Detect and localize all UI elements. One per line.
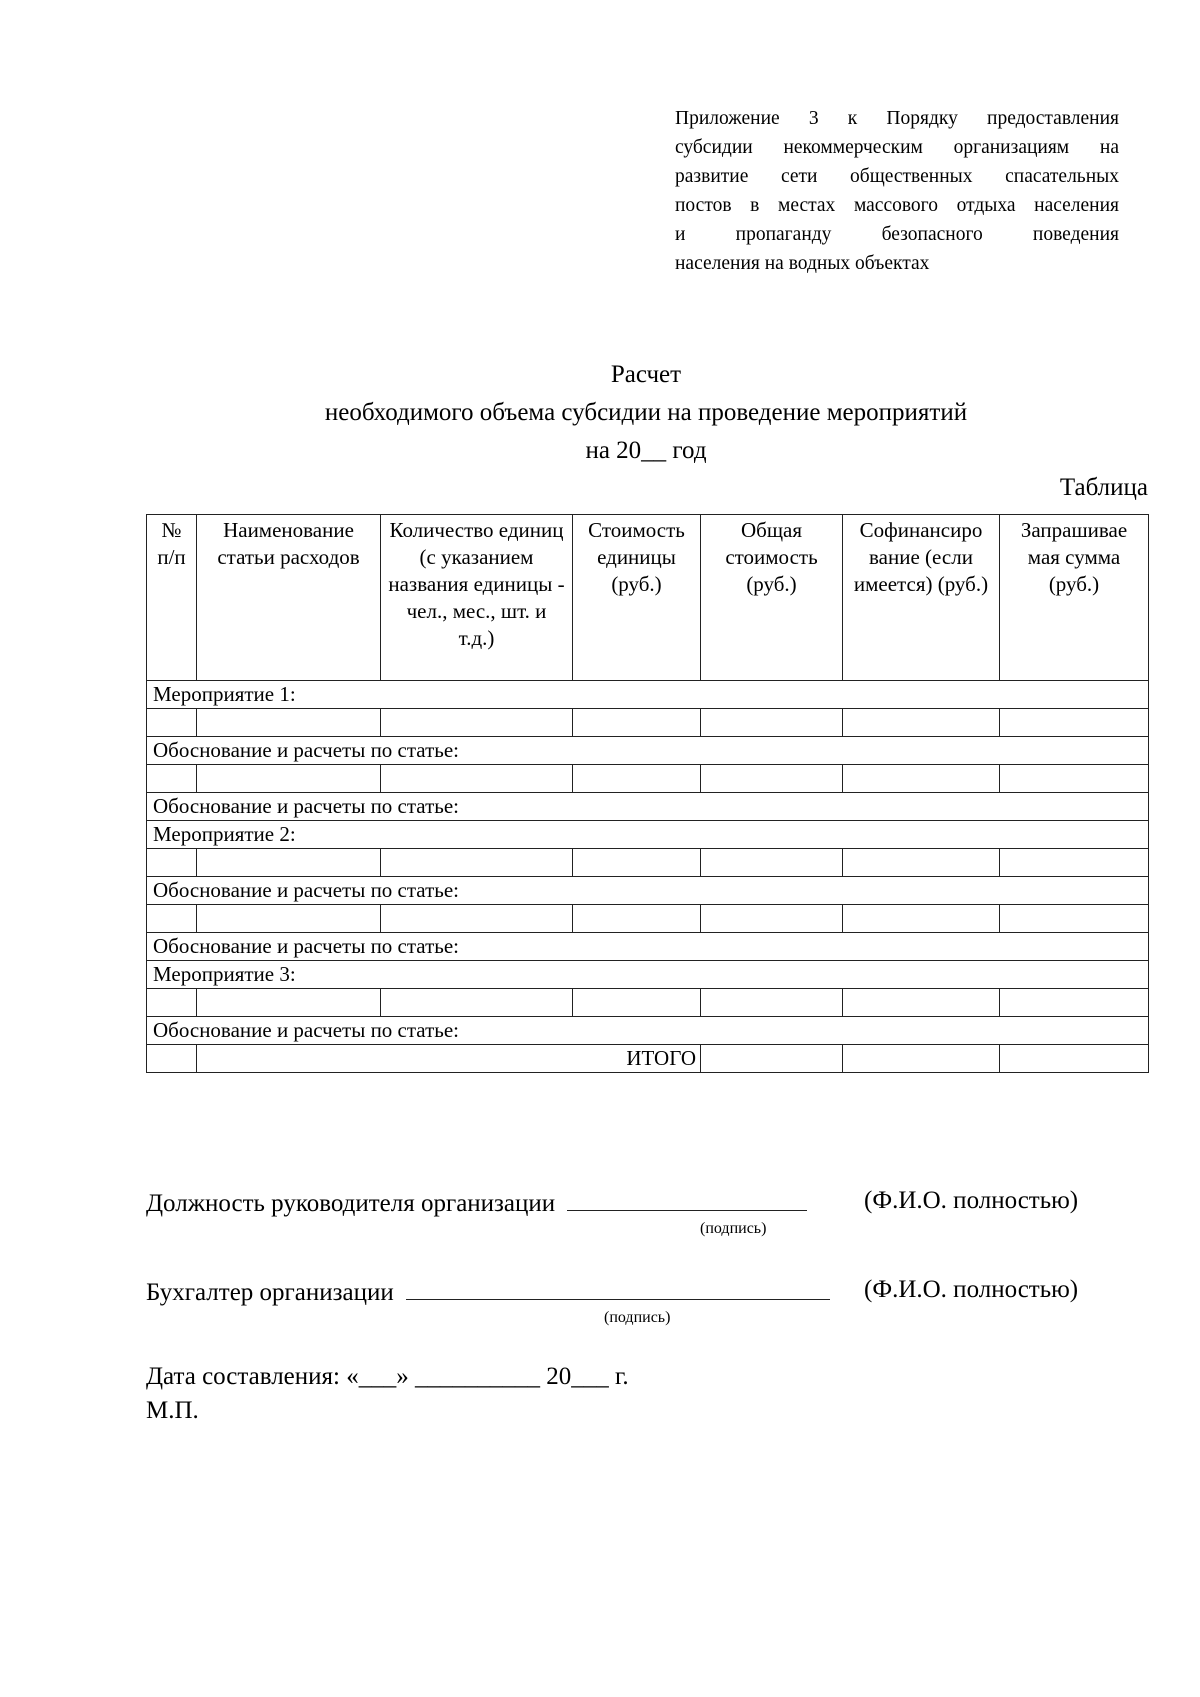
total-cofinancing-cell[interactable] [843,1045,1000,1073]
document-title: Расчет [610,361,682,388]
appendix-line: и пропаганду безопасного поведения [675,224,1119,245]
cell[interactable] [573,989,701,1017]
cell[interactable] [381,905,573,933]
accountant-signature-line [146,1273,1106,1310]
total-row [147,1045,1149,1073]
cell[interactable] [147,905,197,933]
document-subtitle: необходимого объема субсидии на проведение мероприятий [324,399,968,426]
table-row [147,765,1149,793]
justification-row [147,737,1149,765]
table-header-row [147,515,1149,681]
event-row [147,681,1149,709]
cell[interactable] [1000,989,1149,1017]
cell[interactable] [197,765,381,793]
cell[interactable] [843,905,1000,933]
cell[interactable] [701,709,843,737]
event-label: Мероприятие 3: [147,961,1149,989]
cell[interactable] [381,709,573,737]
head-signature-field[interactable] [567,1184,807,1211]
cell[interactable] [701,765,843,793]
head-fio-label: (Ф.И.О. полностью) [864,1187,1079,1214]
cell[interactable] [147,849,197,877]
head-signature-line [146,1184,1106,1221]
justification-row [147,877,1149,905]
table-row [147,989,1149,1017]
col-header-quantity: Количество единиц (с указанием названия единицы - чел., мес., шт. и т.д.) [381,515,573,681]
justification-label: Обоснование и расчеты по статье: [147,877,1149,905]
cell[interactable] [147,765,197,793]
cell[interactable] [1000,849,1149,877]
cell[interactable] [843,709,1000,737]
table-row [147,849,1149,877]
appendix-line: субсидии некоммерческим организациям на [675,137,1119,158]
cell[interactable] [573,849,701,877]
cell[interactable] [573,905,701,933]
cell[interactable] [573,765,701,793]
date-line: Дата составления: «___» __________ 20___ г. [146,1363,629,1390]
total-label: ИТОГО [197,1045,701,1073]
col-header-requested: Запрашивае мая сумма (руб.) [1000,515,1149,681]
accountant-fio-label: (Ф.И.О. полностью) [864,1276,1079,1303]
head-position-label: Должность руководителя организации [146,1190,556,1217]
accountant-sign-hint: (подпись) [604,1309,671,1326]
col-header-cofinancing: Софинансиро вание (если имеется) (руб.) [843,515,1000,681]
accountant-signature-field[interactable] [406,1273,830,1300]
appendix-line: постов в местах массового отдыха населения [675,195,1119,216]
justification-row [147,793,1149,821]
event-row [147,961,1149,989]
cell[interactable] [701,849,843,877]
total-requested-cell[interactable] [1000,1045,1149,1073]
cell[interactable] [701,989,843,1017]
cell[interactable] [197,849,381,877]
cell[interactable] [147,709,197,737]
event-row [147,821,1149,849]
justification-label: Обоснование и расчеты по статье: [147,793,1149,821]
table-row [147,905,1149,933]
head-sign-hint: (подпись) [700,1220,767,1237]
col-header-total-cost: Общая стоимость (руб.) [701,515,843,681]
table-label: Таблица [1059,474,1148,501]
justification-row [147,933,1149,961]
cell[interactable] [197,709,381,737]
cell[interactable] [381,849,573,877]
stamp-place: М.П. [146,1397,199,1424]
justification-row [147,1017,1149,1045]
total-cost-cell[interactable] [701,1045,843,1073]
event-label: Мероприятие 2: [147,821,1149,849]
appendix-line: Приложение 3 к Порядку предоставления [675,108,1119,129]
col-header-item: Наименование статьи расходов [197,515,381,681]
cell[interactable] [147,1045,197,1073]
col-header-unit-cost: Стоимость единицы (руб.) [573,515,701,681]
cell[interactable] [701,905,843,933]
cell[interactable] [1000,905,1149,933]
accountant-label: Бухгалтер организации [146,1279,394,1306]
col-header-number: № п/п [147,515,197,681]
cell[interactable] [1000,765,1149,793]
justification-label: Обоснование и расчеты по статье: [147,933,1149,961]
cell[interactable] [197,989,381,1017]
cell[interactable] [381,765,573,793]
table-row [147,709,1149,737]
justification-label: Обоснование и расчеты по статье: [147,737,1149,765]
justification-label: Обоснование и расчеты по статье: [147,1017,1149,1045]
appendix-line: населения на водных объектах [675,253,930,274]
cell[interactable] [197,905,381,933]
cell[interactable] [381,989,573,1017]
cell[interactable] [147,989,197,1017]
cell[interactable] [843,765,1000,793]
subsidy-table [146,514,1149,1073]
appendix-line: развитие сети общественных спасательных [675,166,1119,187]
document-year: на 20__ год [585,437,707,464]
event-label: Мероприятие 1: [147,681,1149,709]
cell[interactable] [1000,709,1149,737]
appendix-note [675,104,1119,278]
cell[interactable] [843,849,1000,877]
cell[interactable] [573,709,701,737]
cell[interactable] [843,989,1000,1017]
